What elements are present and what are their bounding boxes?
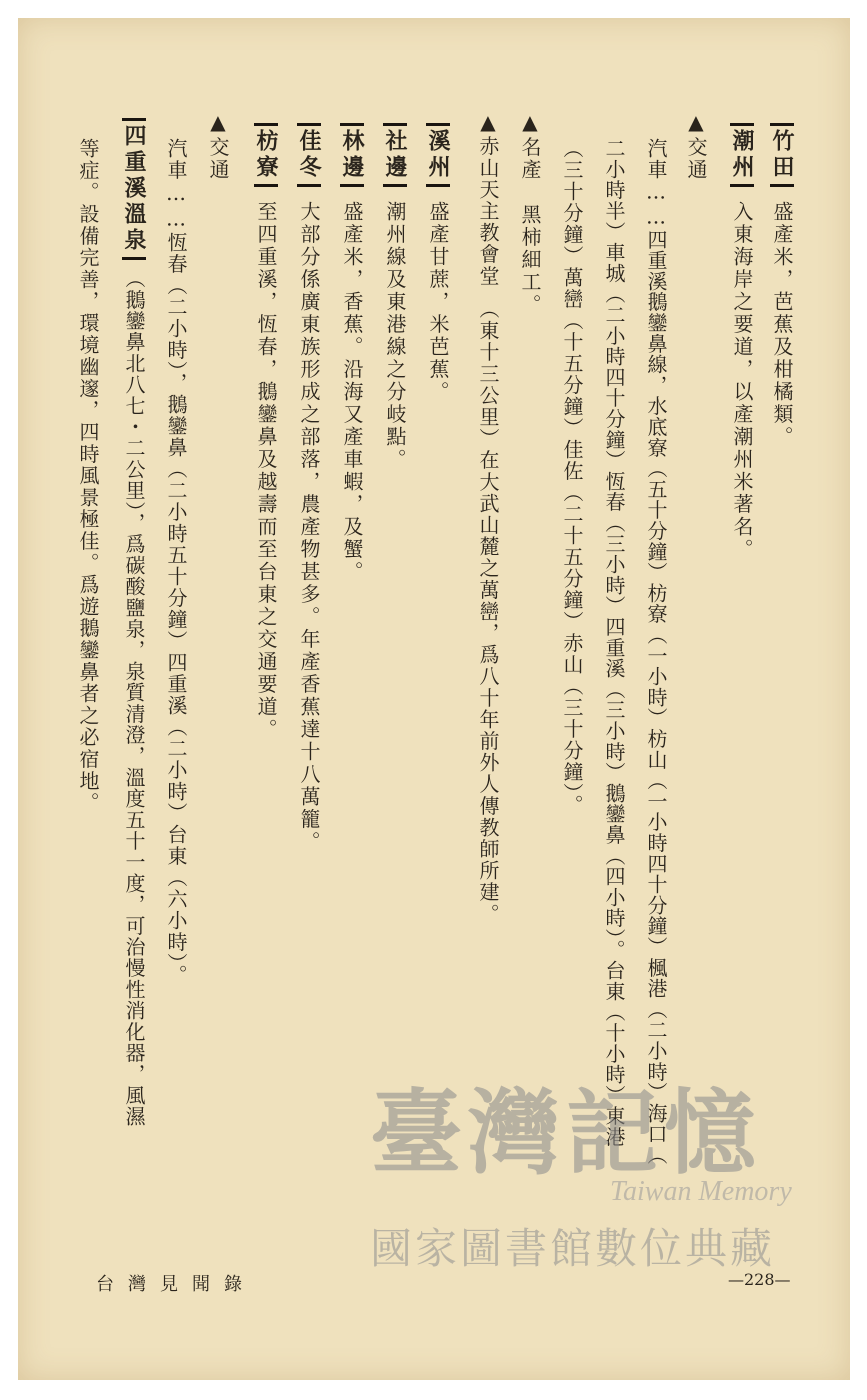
entry-linbian xyxy=(340,123,364,584)
entry-sichongxi-hotspring xyxy=(122,118,146,1127)
entry-header: 溪州 xyxy=(426,123,450,187)
entry-header: 林邊 xyxy=(340,123,364,187)
body-text: 等症。設備完善，環境幽邃，四時風景極佳。爲遊鵝鑾鼻者之必宿地。 xyxy=(76,138,100,814)
transport-line-3 xyxy=(562,138,582,816)
body-text: ▲名產 黑柿細工。 xyxy=(518,110,542,317)
entry-zhutian xyxy=(770,123,794,449)
hotspring-line-2 xyxy=(78,138,98,814)
page-number: —228— xyxy=(728,1270,791,1289)
entry-text: 大部分係廣東族形成之部落，農產物甚多。年產香蕉達十八萬籠。 xyxy=(297,201,321,854)
entry-text: （鵝鑾鼻北八七・二公里），爲碳酸鹽泉，泉質清澄，溫度五十一度，可治慢性消化器，風濕 xyxy=(122,268,146,1128)
entry-text: 盛產米，芭蕉及柑橘類。 xyxy=(770,201,794,449)
watermark-library-name: 國家圖書館數位典藏 xyxy=(370,1224,776,1273)
watermark-english: Taiwan Memory xyxy=(610,1176,792,1207)
entry-header: 四重溪溫泉 xyxy=(122,118,146,260)
section-label: ▲交通 xyxy=(206,110,230,182)
transport-line-1 xyxy=(646,138,666,1165)
specialty-line xyxy=(520,110,540,317)
entry-chaozhou xyxy=(730,123,754,561)
entry-text: 盛產米，香蕉。沿海又產車蝦，及蟹。 xyxy=(340,201,364,584)
book-title: 台灣見聞錄 xyxy=(96,1274,256,1295)
body-text: 汽車……四重溪鵝鑾鼻線，水底寮（五十分鐘）枋寮（一小時）枋山（一小時四十分鐘）楓港（二小時）海口（ xyxy=(644,138,668,1166)
entry-header: 枋寮 xyxy=(254,123,278,187)
entry-text: 至四重溪，恆春，鵝鑾鼻及越壽而至台東之交通要道。 xyxy=(254,201,278,741)
body-text: ▲赤山天主教會堂 （東十三公里）在大武山麓之萬巒，爲八十年前外人傳教師所建。 xyxy=(476,110,500,925)
watermark xyxy=(370,1060,820,1290)
entry-xizhou xyxy=(426,123,450,404)
body-text: （三十分鐘）萬巒（十五分鐘）佳佐（二十五分鐘）赤山（三十分鐘）。 xyxy=(560,138,584,816)
transport-heading-2 xyxy=(208,110,228,182)
transport-line-2 xyxy=(604,138,624,1147)
entry-shebian xyxy=(383,123,407,471)
body-text: 汽車……恆春（二小時），鵝鑾鼻（二小時五十分鐘）四重溪（二小時）台東（六小時）。 xyxy=(164,138,188,986)
entry-text: 潮州線及東港線之分岐點。 xyxy=(383,201,407,471)
watermark-calligraphy: 臺灣記憶 xyxy=(370,1079,763,1187)
entry-text: 入東海岸之要道，以產潮州米著名。 xyxy=(730,201,754,561)
entry-text: 盛產甘蔗，米芭蕉。 xyxy=(426,201,450,404)
entry-fangliao xyxy=(254,123,278,741)
transport-line-4 xyxy=(166,138,186,986)
entry-header: 佳冬 xyxy=(297,123,321,187)
body-text: 二小時半）車城（二小時四十分鐘）恆春（三小時）四重溪（三小時）鵝鑾鼻（四小時）。台東（十小時）東港 xyxy=(602,138,626,1148)
section-label: ▲交通 xyxy=(684,110,708,182)
entry-jiadong xyxy=(297,123,321,854)
church-line xyxy=(478,110,498,925)
entry-header: 社邊 xyxy=(383,123,407,187)
transport-heading xyxy=(686,110,706,182)
entry-header: 潮州 xyxy=(730,123,754,187)
entry-header: 竹田 xyxy=(770,123,794,187)
